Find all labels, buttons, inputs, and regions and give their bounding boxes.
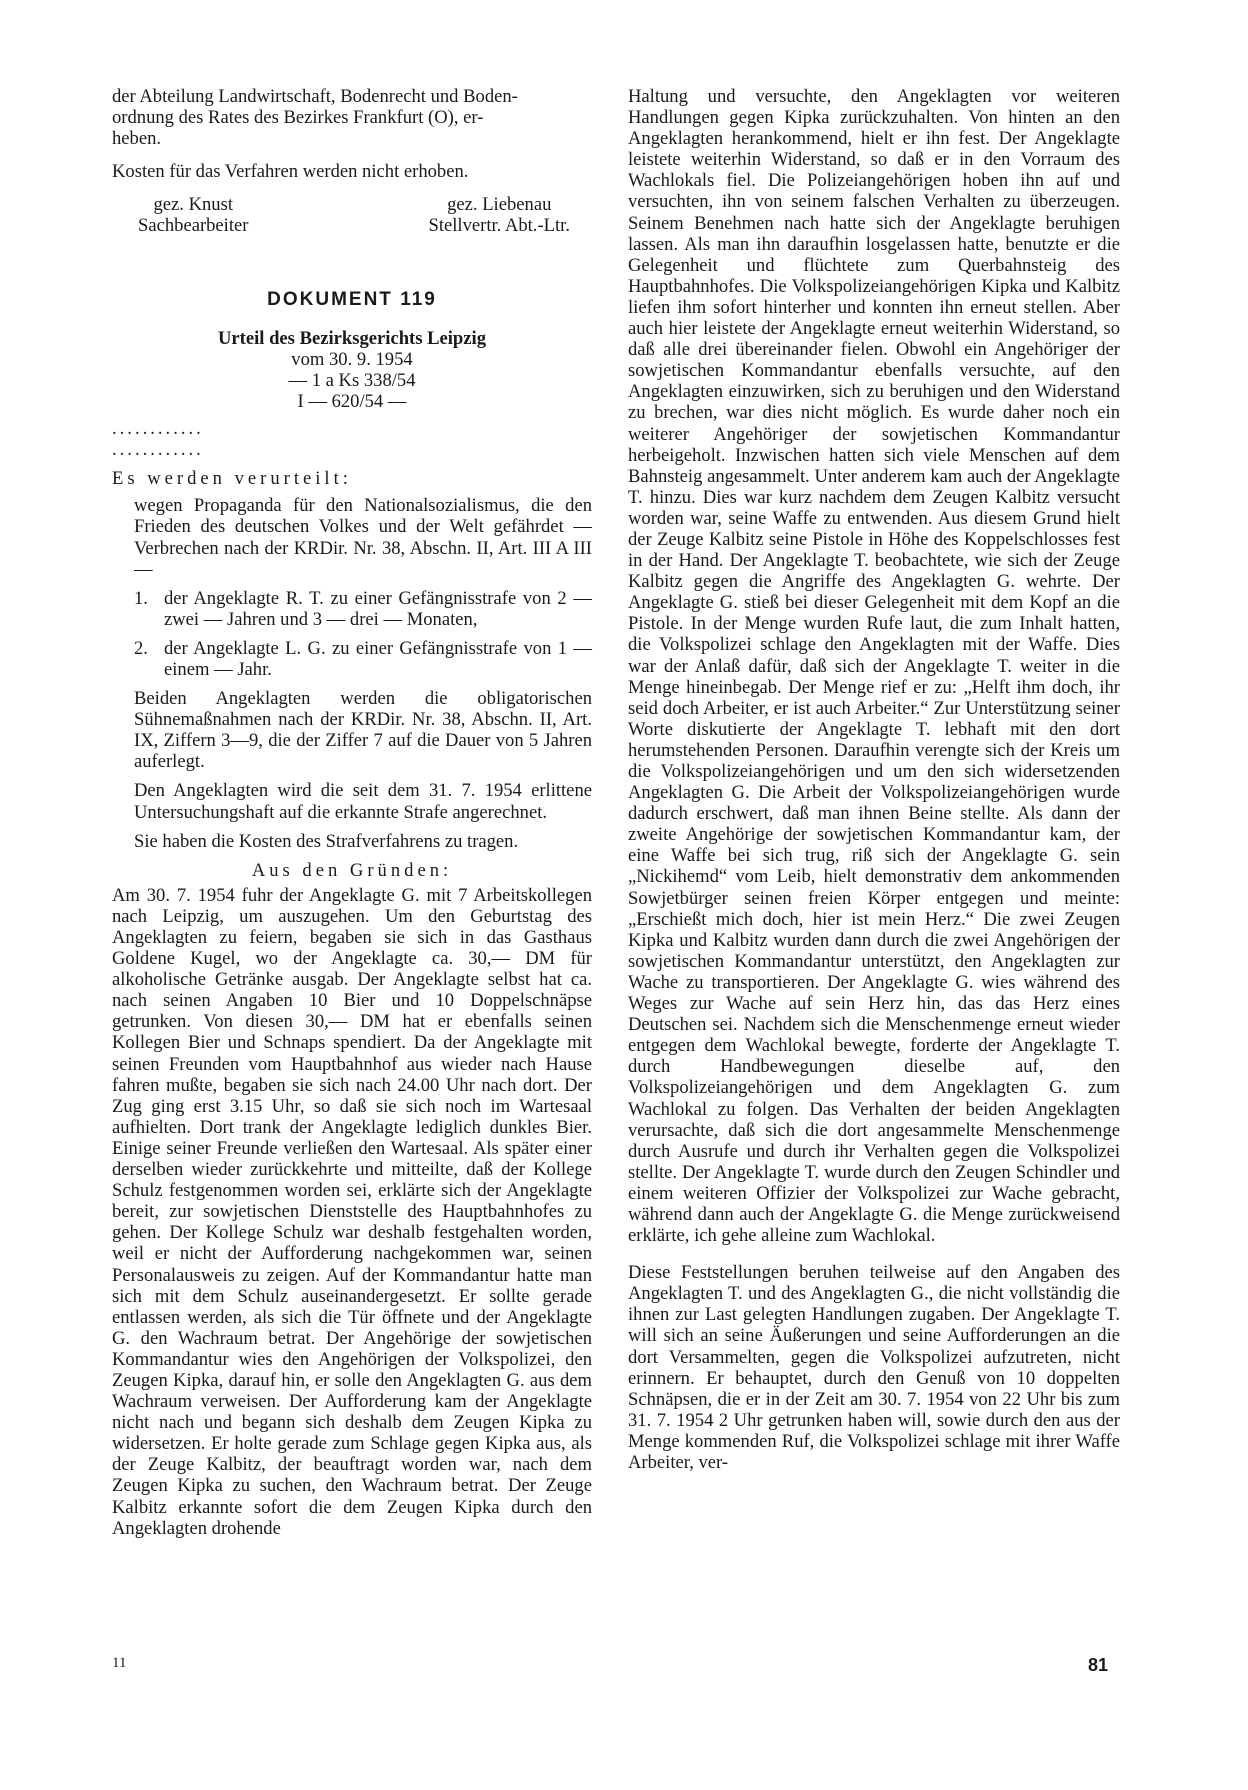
page-number: 81	[1088, 1655, 1109, 1675]
verdict-block	[112, 495, 592, 851]
verdict-item-number: 1.	[134, 587, 148, 609]
signature-1	[138, 194, 248, 236]
verdict-item-text: der Angeklagte R. T. zu einer Gefängnisstrafe von 2 — zwei — Jahren und 3 — drei — Monaten,	[164, 587, 592, 630]
verdict-item-number: 2.	[134, 637, 148, 659]
document-title: DOKUMENT 119	[267, 288, 437, 310]
court-name: Urteil des Bezirksgerichts Leipzig	[217, 327, 486, 349]
intro-line-1: der Abteilung Landwirtschaft, Bodenrecht und Boden-	[112, 86, 518, 107]
intro-line-2: ordnung des Rates des Bezirkes Frankfurt (O), er-	[112, 107, 484, 129]
signature-mark: 11	[112, 1655, 127, 1671]
case-reference-1: — 1 a Ks 338/54	[288, 369, 416, 391]
omission-dots-2: ............	[112, 439, 204, 461]
verdict-intro: wegen Propaganda für den Nationalsozialismus, die den Frieden des deutschen Volkes und der Welt gefährdet — Verbrechen nach der KRDir. Nr. 38, Abschn. II, Art. III A III —	[134, 495, 592, 580]
measures-paragraph: Beiden Angeklagten werden die obligatorischen Sühnemaßnahmen nach der KRDir. Nr. 38, Abschn. II, Art. IX, Ziffern 3—9, die der Ziffer 7 auf die Dauer von 5 Jahren auferlegt.	[134, 688, 592, 773]
signature-1-name: gez. Knust	[153, 194, 233, 216]
right-paragraph-1: Haltung und versuchte, den Angeklagten vor weiteren Handlungen gegen Kipka zurückzuhalten. Von hinten an den Angeklagten herankommend, hielt er ihn fest. Der Angeklagte leistete weiterhin Widerstand, so daß er in den Vorraum des Wachlokals fiel. Die Polizeiangehörigen hoben ihn auf und versuchten, ihn von seinem falschen Verhalten zu überzeugen. Seinem Benehmen nach hatte sich der Angeklagte beruhigen lassen. Als man ihn daraufhin losgelassen hatte, benutzte er die Gelegenheit und flüchtete zum Querbahnsteig des Hauptbahnhofes. Die Volkspolizeiangehörigen Kipka und Kalbitz liefen ihm sofort hinterher und konnten ihn erneut stellen. Aber auch hier leistete der Angeklagte erneut weiterhin Widerstand, so daß alle drei übereinander fielen. Obwohl ein Angehöriger der sowjetischen Kommandantur ebenfalls versuchte, auf den Angeklagten einzuwirken, sich zu beruhigen und den Widerstand zu brechen, war dies nicht möglich. Es wurde daher noch ein weiterer Angehöriger der sowjetischen Kommandantur herbeigeholt. Inzwischen hatten sich viele Menschen auf dem Bahnsteig angesammelt. Unter anderem kam auch der Angeklagte T. hinzu. Dies war kurz nachdem dem Zeugen Kalbitz versucht worden war, seine Waffe zu entwenden. Aus diesem Grund hielt der Zeuge Kalbitz seine Pistole in Höhe des Koppelschlosses fest in der Hand. Der Angeklagte T. beobachtete, wie sich der Zeuge Kalbitz gegen die Angriffe des Angeklagten G. wehrte. Der Angeklagte G. stieß bei dieser Gelegenheit mit dem Kopf an die Pistole. In der Menge wurden Rufe laut, die zum Inhalt hatten, die Volkspolizei schlage den Angeklagten mit der Waffe. Dies war der Anlaß dafür, daß sich der Angeklagte T. weiter in die Menge hineinbegab. Der Menge rief er zu: „Helft ihm doch, ihr seid doch Arbeiter, er ist auch Arbeiter.“ Zur Unterstützung seiner Worte diskutierte der Angeklagte T. lebhaft mit den dort herumstehenden Personen. Daraufhin verengte sich der Kreis um die Volkspolizeiangehörigen und um den sich widersetzenden Angeklagten G. Die Arbeit der Volkspolizeiangehörigen wurde dadurch erschwert, daß man ihnen Beine stellte. Als dann der zweite Angehörige der sowjetischen Kommandantur kam, der eine Waffe bei sich trug, riß sich der Angeklagte G. sein „Nickihemd“ vom Leib, hielt demonstrativ dem ankommenden Sowjetbürger seinen freien Körper entgegen und meinte: „Erschießt mich doch, hier ist mein Herz.“ Die zwei Zeugen Kipka und Kalbitz wurden dann durch die zwei Angehörigen der sowjetischen Kommandantur unterstützt, den Angeklagten zur Wache zu transportieren. Der Angeklagte G. wies während des Weges zur Wache auf sein Herz hin, das das Herz eines Deutschen sei. Nachdem sich die Menschenmenge erneut wieder entgegen dem Wachlokal bewegte, forderte der Angeklagte T. durch Handbewegungen dieselbe auf, den Volkspolizeiangehörigen und dem Angeklagten G. zum Wachlokal zu folgen. Das Verhalten der beiden Angeklagten verursachte, daß sich die dort angesammelte Menschenmenge durch Ausrufe und durch ihr Verhalten gegen die Volkspolizei stellte. Der Angeklagte T. wurde durch den Zeugen Schindler und einem weiteren Offizier der Volkspolizei zur Wache gebracht, während dann auch der Angeklagte G. die Menge zurückweisend erklärte, ich gehe alleine zum Wachlokal.	[628, 86, 1120, 1247]
custody-paragraph: Den Angeklagten wird die seit dem 31. 7. 1954 erlittene Untersuchungshaft auf die erkannte Strafe angerechnet.	[134, 780, 592, 823]
left-column	[112, 86, 592, 1539]
costs-paragraph: Sie haben die Kosten des Strafverfahrens zu tragen.	[134, 830, 519, 852]
verdict-item	[134, 588, 592, 630]
verdict-date: vom 30. 9. 1954	[291, 348, 413, 370]
omission-dots-1: ............	[112, 418, 204, 440]
right-paragraph-2: Diese Feststellungen beruhen teilweise auf den Angaben des Angeklagten T. und des Angeklagten G., die nicht vollständig die ihnen zur Last gelegten Handlungen zugaben. Der Angeklagte T. will sich an seine Äußerungen und seine Aufforderungen an die dort Versammelten, gegen die Volkspolizei aufzutreten, nicht erinnern. Er behauptet, durch den Genuß von 10 doppelten Schnäpsen, die er in der Zeit am 30. 7. 1954 von 22 Uhr bis zum 31. 7. 1954 2 Uhr getrunken haben will, sowie durch den aus der Menge kommenden Ruf, die Volkspolizei schlage mit ihrer Waffe Arbeiter, ver-	[628, 1262, 1120, 1473]
signature-2	[428, 194, 570, 236]
signature-2-role: Stellvertr. Abt.-Ltr.	[428, 215, 570, 237]
signatures	[112, 194, 592, 236]
signature-2-name: gez. Liebenau	[447, 194, 552, 216]
right-column	[628, 86, 1120, 1473]
verdict-item	[134, 638, 592, 680]
verdict-heading: Es werden verurteilt:	[112, 468, 352, 490]
reasons-paragraph: Am 30. 7. 1954 fuhr der Angeklagte G. mit 7 Arbeitskollegen nach Leipzig, um auszugehen. Um den Geburtstag des Angeklagten zu feiern, begaben sie sich in das Gasthaus Goldene Kugel, wo der Angeklagte ca. 30,— DM für alkoholische Getränke ausgab. Der Angeklagte selbst hat ca. nach seinen Angaben 10 Bier und 10 Doppelschnäpse getrunken. Von diesen 30,— DM hat er ebenfalls seinen Kollegen Bier und Schnaps spendiert. Da der Angeklagte mit seinen Freunden vom Hauptbahnhof aus wieder nach Hause fahren mußte, begaben sie sich nach 24.00 Uhr nach dort. Der Zug ging erst 3.15 Uhr, so daß sie sich noch im Wartesaal aufhielten. Dort trank der Angeklagte lediglich dunkles Bier. Einige seiner Freunde verließen den Wartesaal. Als später einer derselben wieder zurückkehrte und mitteilte, daß der Kollege Schulz festgenommen worden sei, erklärte sich der Angeklagte bereit, zur sowjetischen Dienststelle des Hauptbahnhofes zu gehen. Der Kollege Schulz war deshalb festgehalten worden, weil er nicht der Aufforderung nachgekommen war, seinen Personalausweis zu zeigen. Auf der Kommandantur hatte man sich mit dem Schulz auseinandergesetzt. Er sollte gerade entlassen werden, als sich die Tür öffnete und der Angeklagte G. den Wachraum betrat. Der Angehörige der sowjetischen Kommandantur wies den Angehörigen der Volkspolizei, den Zeugen Kipka, darauf hin, er solle den Angeklagten G. aus dem Wachraum verweisen. Der Aufforderung kam der Angeklagte nicht nach und begann sich deshalb dem Zeugen Kipka zu widersetzen. Er holte gerade zum Schlage gegen Kipka aus, als der Zeuge Kalbitz, der beauftragt worden war, nach dem Zeugen Kipka zu suchen, den Wachraum betrat. Der Zeuge Kalbitz erkannte sofort die dem Zeugen Kipka durch den Angeklagten drohende	[112, 884, 592, 1539]
costs-note: Kosten für das Verfahren werden nicht erhoben.	[112, 161, 469, 183]
signature-1-role: Sachbearbeiter	[138, 215, 249, 237]
case-reference-2: I — 620/54 —	[297, 390, 407, 412]
intro-line-3: heben.	[112, 128, 162, 150]
verdict-item-text: der Angeklagte L. G. zu einer Gefängnisstrafe von 1 — einem — Jahr.	[164, 637, 592, 680]
reasons-heading: Aus den Gründen:	[251, 859, 453, 881]
